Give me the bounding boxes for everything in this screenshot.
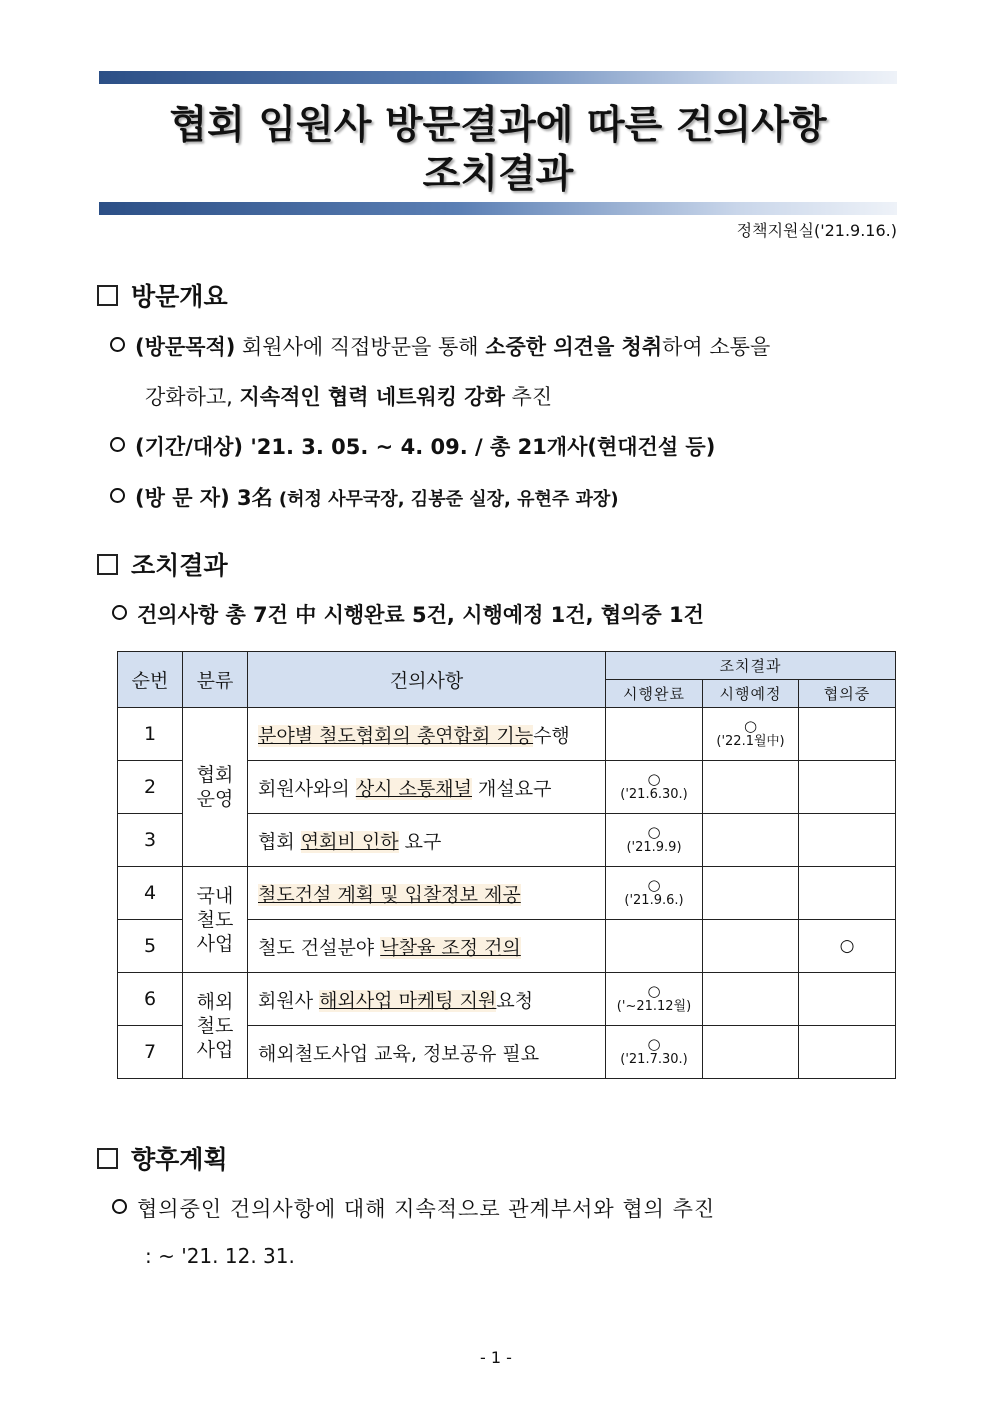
item-text: 협회 <box>258 830 301 853</box>
purpose-line: (방문목적) 회원사에 직접방문을 통해 소중한 의견을 청취하여 소통을 <box>110 331 770 361</box>
cell-discussing <box>799 1026 896 1079</box>
category-label: 해외 철도 사업 <box>196 990 234 1061</box>
cell-done <box>606 1026 703 1079</box>
section-heading-plan: 향후계획 <box>97 1140 228 1176</box>
cell-planned <box>703 761 799 814</box>
result-date: ('21.9.9) <box>626 840 682 855</box>
cell-done <box>606 761 703 814</box>
row-number: 1 <box>118 708 183 761</box>
row-category <box>183 867 248 973</box>
square-bullet-icon <box>97 1148 118 1169</box>
row-number: 5 <box>118 920 183 973</box>
header-result: 조치결과 <box>606 652 896 680</box>
cell-planned <box>703 814 799 867</box>
row-item <box>248 708 606 761</box>
cell-planned <box>703 973 799 1026</box>
circle-bullet-icon <box>110 437 125 452</box>
document-title-line2: 조치결과 <box>422 152 574 197</box>
header-bar-bottom <box>99 202 897 215</box>
cell-done <box>606 867 703 920</box>
result-date: ('21.6.30.) <box>620 787 688 802</box>
section-heading-overview: 방문개요 <box>97 277 228 313</box>
header-category: 분류 <box>183 652 248 708</box>
page-number: - 1 - <box>480 1348 512 1367</box>
item-highlight: 분야별 철도협회의 총연합회 기능 <box>258 724 534 747</box>
item-text: 회원사와의 <box>258 777 356 800</box>
row-category <box>183 973 248 1079</box>
cell-planned <box>703 867 799 920</box>
period-line: (기간/대상) '21. 3. 05. ~ 4. 09. / 총 21개사(현대건설 등) <box>110 431 715 461</box>
result-date: ('21.7.30.) <box>620 1052 688 1067</box>
row-number: 6 <box>118 973 183 1026</box>
header-discussing: 협의중 <box>799 680 896 708</box>
category-label: 국내 철도 사업 <box>196 884 234 955</box>
results-table <box>117 651 896 1079</box>
cell-discussing <box>799 973 896 1026</box>
item-text: 수행 <box>533 724 570 747</box>
cell-done <box>606 814 703 867</box>
cell-planned <box>703 1026 799 1079</box>
item-highlight: 연회비 인하 <box>300 830 399 853</box>
header-item: 건의사항 <box>248 652 606 708</box>
table-row <box>118 867 896 920</box>
row-item <box>248 973 606 1026</box>
cell-discussing <box>799 920 896 973</box>
item-highlight: 해외사업 마케팅 지원 <box>319 989 497 1012</box>
cell-discussing <box>799 867 896 920</box>
purpose-line-continued: 강화하고, 지속적인 협력 네트워킹 강화 추진 <box>145 385 553 409</box>
row-item <box>248 867 606 920</box>
circle-bullet-icon <box>110 337 125 352</box>
row-item <box>248 920 606 973</box>
result-mark: ○ <box>743 717 758 735</box>
item-text: 철도 건설분야 <box>258 936 381 959</box>
item-text: 회원사 <box>258 989 320 1012</box>
cell-done <box>606 920 703 973</box>
circle-bullet-icon <box>112 1199 127 1214</box>
row-number: 2 <box>118 761 183 814</box>
result-mark: ○ <box>647 770 661 788</box>
square-bullet-icon <box>97 285 118 306</box>
row-number: 4 <box>118 867 183 920</box>
circle-bullet-icon <box>110 488 125 503</box>
result-date: ('22.1월中) <box>716 734 785 749</box>
row-item <box>248 814 606 867</box>
results-summary: 건의사항 총 7건 中 시행완료 5건, 시행예정 1건, 협의중 1건 <box>112 599 704 629</box>
section-heading-results: 조치결과 <box>97 546 228 582</box>
header-no: 순번 <box>118 652 183 708</box>
item-highlight: 상시 소통채널 <box>355 777 472 800</box>
item-text: 요청 <box>496 989 534 1012</box>
row-item <box>248 761 606 814</box>
result-mark: ○ <box>647 876 661 894</box>
cell-done <box>606 973 703 1026</box>
result-date: ('~21.12월) <box>616 999 692 1014</box>
row-number: 7 <box>118 1026 183 1079</box>
circle-bullet-icon <box>112 605 127 620</box>
square-bullet-icon <box>97 554 118 575</box>
row-number: 3 <box>118 814 183 867</box>
department-date: 정책지원실('21.9.16.) <box>736 221 897 240</box>
table-row <box>118 973 896 1026</box>
row-item <box>248 1026 606 1079</box>
result-mark: ○ <box>839 936 855 956</box>
result-mark: ○ <box>647 1035 661 1053</box>
cell-planned <box>703 920 799 973</box>
visitors-line: (방 문 자) 3名 (허정 사무국장, 김봉준 실장, 유현주 과장) <box>110 482 619 512</box>
header-bar-top <box>99 71 897 84</box>
cell-discussing <box>799 708 896 761</box>
result-date: ('21.9.6.) <box>624 893 684 908</box>
header-done: 시행완료 <box>606 680 703 708</box>
item-highlight: 철도건설 계획 및 입찰정보 제공 <box>258 883 521 906</box>
cell-done <box>606 708 703 761</box>
item-text: 개설요구 <box>471 777 552 800</box>
cell-discussing <box>799 814 896 867</box>
row-category <box>183 708 248 867</box>
header-planned: 시행예정 <box>703 680 799 708</box>
cell-planned <box>703 708 799 761</box>
item-text: 요구 <box>398 830 442 853</box>
category-label: 협회 운영 <box>196 764 234 810</box>
result-mark: ○ <box>647 982 661 1000</box>
result-mark: ○ <box>647 823 661 841</box>
cell-discussing <box>799 761 896 814</box>
item-text: 해외철도사업 교육, 정보공유 필요 <box>258 1042 540 1065</box>
document-title-line1: 협회 임원사 방문결과에 따른 건의사항 <box>169 103 827 148</box>
table-row <box>118 708 896 761</box>
item-highlight: 낙찰율 조정 건의 <box>380 936 521 959</box>
plan-line: 협의중인 건의사항에 대해 지속적으로 관계부서와 협의 추진 <box>112 1193 715 1223</box>
plan-deadline: : ~ '21. 12. 31. <box>145 1244 295 1268</box>
